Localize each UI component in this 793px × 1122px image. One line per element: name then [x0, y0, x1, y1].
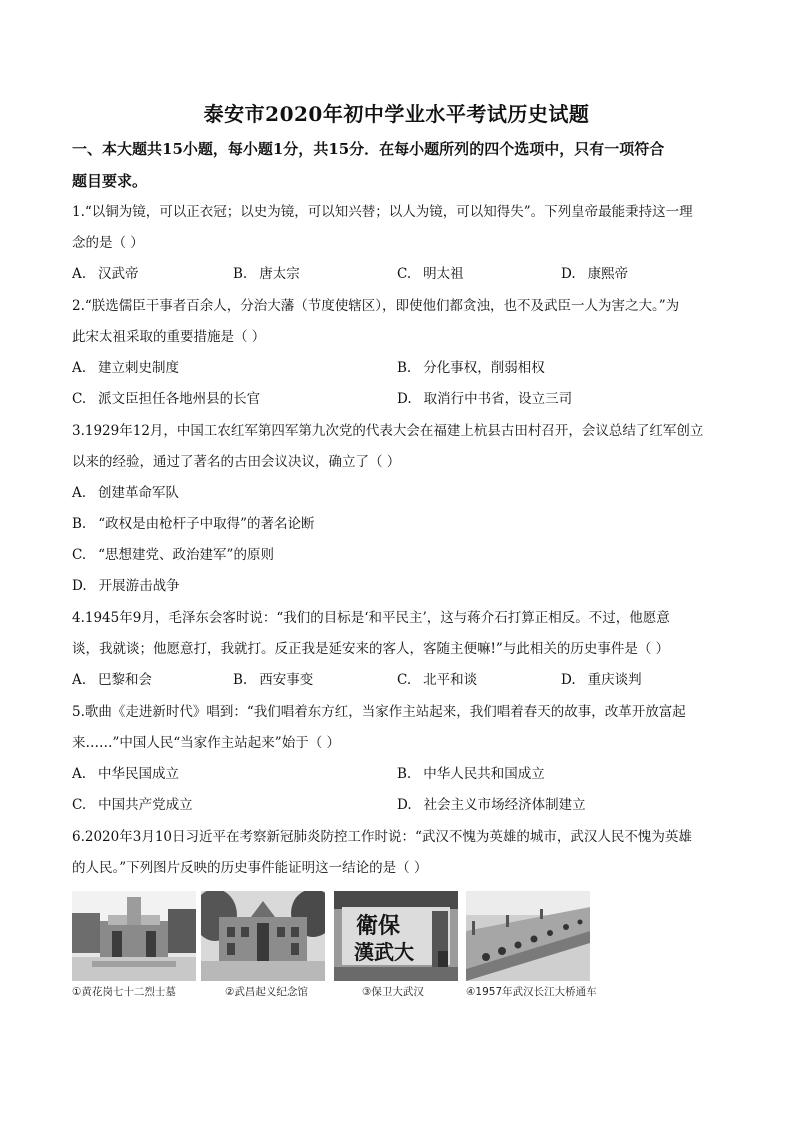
q1-option-c: C. 明太祖	[397, 266, 464, 282]
q4-stem-line2: 谈，我就谈；他愿意打，我就打。反正我是延安来的客人，客随主便嘛!”与此相关的历史事件是（ ）	[72, 641, 670, 657]
huanghuagang-photo	[72, 891, 196, 981]
defend-wuhan-image	[334, 891, 458, 981]
defend-wuhan-sign-1: 衛保	[356, 913, 401, 939]
figure-wuchang	[201, 891, 325, 1003]
q5-option-b: B. 中华人民共和国成立	[397, 766, 545, 782]
q4-stem-line1: 4.1945年9月，毛泽东会客时说：“我们的目标是‘和平民主’，这与蒋介石打算正相反。不过，他愿意	[72, 610, 670, 626]
q1-option-a: A. 汉武帝	[72, 266, 139, 282]
q6-stem-line1: 6.2020年3月10日习近平在考察新冠肺炎防控工作时说：“武汉不愧为英雄的城市，武汉人民不愧为英雄	[72, 829, 692, 845]
q2-stem-line1: 2.“朕选儒臣干事者百余人，分治大藩（节度使辖区），即使他们都贪浊，也不及武臣一人为害之大。”为	[72, 298, 680, 314]
q5-stem-line1: 5.歌曲《走进新时代》唱到：“我们唱着东方红，当家作主站起来，我们唱着春天的故事，改革开放富起	[72, 704, 686, 720]
q4-option-b: B. 西安事变	[233, 672, 314, 688]
wuchang-image	[201, 891, 325, 981]
wuchang-photo	[201, 891, 325, 981]
defend-wuhan-sign-2: 漢武大	[354, 940, 414, 964]
q2-stem-line2: 此宋太祖采取的重要措施是（ ）	[72, 329, 266, 345]
q3-option-d: D. 开展游击战争	[72, 578, 180, 594]
q6-stem-line2: 的人民。”下列图片反映的历史事件能证明这一结论的是（ ）	[72, 860, 428, 876]
q4-option-a: A. 巴黎和会	[72, 672, 153, 688]
q3-stem-line1: 3.1929年12月，中国工农红军第四军第九次党的代表大会在福建上杭县古田村召开，会议总结了红军创立	[72, 423, 704, 439]
figure-3-caption: ③保卫大武汉	[362, 986, 424, 998]
figure-huanghuagang	[72, 891, 196, 1003]
q3-option-c: C. “思想建党、政治建军”的原则	[72, 547, 274, 563]
q5-option-c: C. 中国共产党成立	[72, 797, 193, 813]
q1-stem-line1: 1.“以铜为镜，可以正衣冠；以史为镜，可以知兴替；以人为镜，可以知得失”。下列皇帝最能秉持这一理	[72, 204, 693, 220]
q2-option-b: B. 分化事权，削弱相权	[397, 360, 545, 376]
q3-option-a: A. 创建革命军队	[72, 485, 180, 501]
q5-option-a: A. 中华民国成立	[72, 766, 180, 782]
yangtze-bridge-image	[466, 891, 590, 981]
q2-option-d: D. 取消行中书省，设立三司	[397, 391, 573, 407]
q4-option-d: D. 重庆谈判	[561, 672, 642, 688]
q5-option-d: D. 社会主义市场经济体制建立	[397, 797, 586, 813]
exam-title: 泰安市2020年初中学业水平考试历史试题	[203, 102, 590, 126]
q2-option-c: C. 派文臣担任各地州县的长官	[72, 391, 261, 407]
section-instruction-line2: 题目要求。	[72, 172, 148, 190]
yangtze-bridge-photo	[466, 891, 590, 981]
figure-defend-wuhan	[334, 891, 458, 1003]
huanghuagang-image	[72, 891, 196, 981]
q1-option-d: D. 康熙帝	[561, 266, 629, 282]
figure-1-caption: ①黄花岗七十二烈士墓	[72, 986, 176, 998]
q4-option-c: C. 北平和谈	[397, 672, 478, 688]
q3-stem-line2: 以来的经验，通过了著名的古田会议决议，确立了（ ）	[72, 454, 401, 470]
q1-option-b: B. 唐太宗	[233, 266, 300, 282]
q3-option-b: B. “政权是由枪杆子中取得”的著名论断	[72, 516, 315, 532]
figure-2-caption: ②武昌起义纪念馆	[225, 986, 308, 998]
q2-option-a: A. 建立刺史制度	[72, 360, 180, 376]
figure-yangtze-bridge	[466, 891, 597, 1003]
q6-figures	[72, 891, 597, 1003]
q5-stem-line2: 来……”中国人民“当家作主站起来”始于（ ）	[72, 735, 340, 751]
defend-wuhan-photo	[334, 891, 458, 981]
section-instruction-line1: 一、本大题共15小题，每小题1分，共15分．在每小题所列的四个选项中，只有一项符合	[72, 140, 665, 158]
figure-4-caption: ④1957年武汉长江大桥通车	[466, 986, 597, 998]
q1-stem-line2: 念的是（ ）	[72, 235, 144, 251]
